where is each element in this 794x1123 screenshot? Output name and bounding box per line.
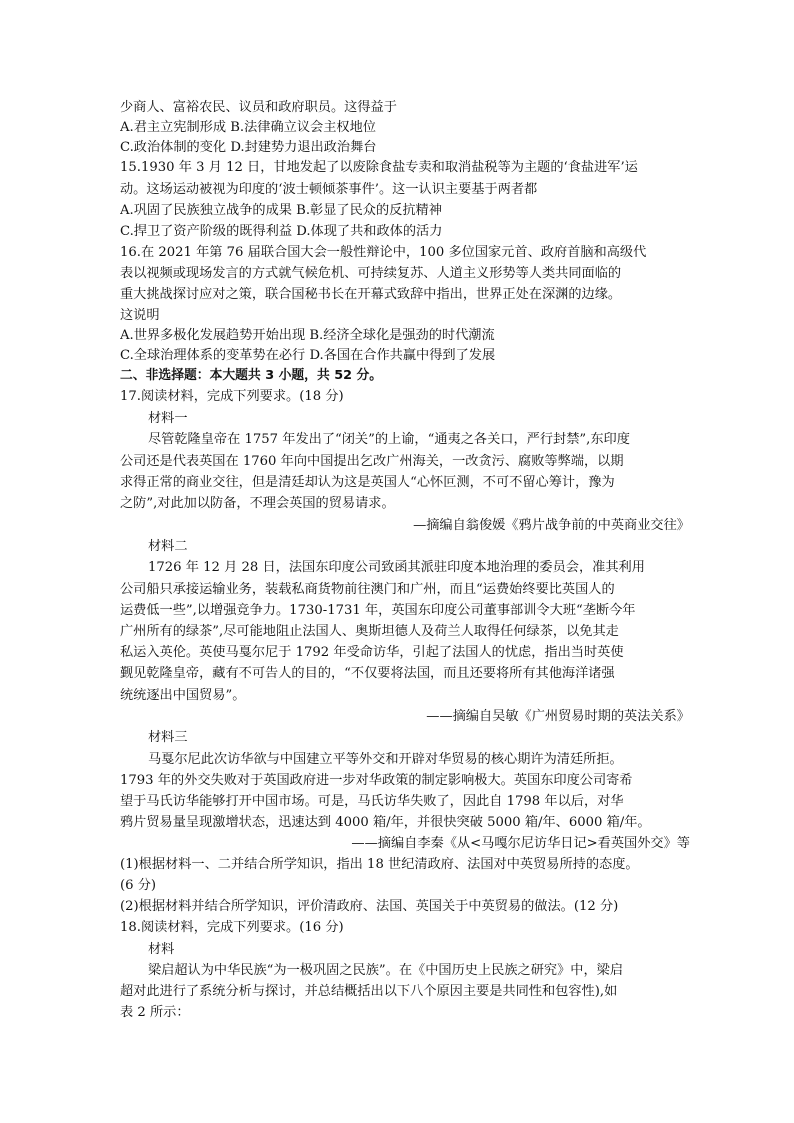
text-line: 公司还是代表英国在 1760 年向中国提出乞改广州海关，一改贪污、腐败等弊端，以期 <box>120 454 624 469</box>
material-label: 材料一 <box>148 411 188 426</box>
source-citation: —摘编自翁俊媛《鸦片战争前的中英商业交往》 <box>413 518 690 533</box>
text-line: 求得正常的商业交往，但是清廷却认为这是英国人“心怀叵测，不可不留心筹计，豫为 <box>120 475 615 490</box>
text-line: 觐见乾隆皇帝，藏有不可告人的目的，“不仅要将法国，而且还要将所有其他海洋诸强 <box>120 666 615 681</box>
text-line: 1793 年的外交失败对于英国政府进一步对华政策的制定影响极大。英国东印度公司寄希 <box>120 773 633 788</box>
text-line: 运费低一些”,以增强竞争力。1730-1731 年，英国东印度公司董事部训令大班“垄断今年 <box>120 603 636 618</box>
source-citation: ——摘编自吴敏《广州贸易时期的英法关系》 <box>426 709 690 724</box>
option-line: A.君主立宪制形成 B.法律确立议会主权地位 <box>120 120 376 135</box>
option-line: A.世界多极化发展趋势开始出现 B.经济全球化是强劲的时代潮流 <box>120 328 495 343</box>
text-line: 统统逐出中国贸易”。 <box>120 688 246 703</box>
question-15: 15.1930 年 3 月 12 日，甘地发起了以废除食盐专卖和取消盐税等为主题的‘食盐进军’运 <box>120 160 638 175</box>
text-line: 望于马氏访华能够打开中国市场。可是，马氏访华失败了，因此自 1798 年以后，对华 <box>120 794 624 809</box>
text-line: 之防”,对此加以防备，不理会英国的贸易请求。 <box>120 496 395 511</box>
question-17: 17.阅读材料，完成下列要求。(18 分) <box>120 389 344 404</box>
text-line: 广州所有的绿茶”,尽可能地阻止法国人、奥斯坦德人及荷兰人取得任何绿茶，以免其走 <box>120 624 619 639</box>
text-line: 公司船只承接运输业务，装载私商货物前往澳门和广州，而且“运费始终要比英国人的 <box>120 582 615 597</box>
text-line: (6 分) <box>120 878 157 893</box>
question-16: 16.在 2021 年第 76 届联合国大会一般性辩论中，100 多位国家元首、政府首脑和高级代 <box>120 245 647 260</box>
material-label: 材料二 <box>148 539 188 554</box>
section-heading: 二、非选择题：本大题共 3 小题，共 52 分。 <box>120 368 383 383</box>
text-line: 这说明 <box>120 308 160 323</box>
text-line: 表以视频或现场发言的方式就气候危机、可持续复苏、人道主义形势等人类共同面临的 <box>120 266 622 281</box>
sub-question-1: (1)根据材料一、二并结合所学知识，指出 18 世纪清政府、法国对中英贸易所持的态度。 <box>120 857 639 872</box>
text-line: 私运入英伦。英使马戛尔尼于 1792 年受命访华，引起了法国人的忧虑，指出当时英使 <box>120 645 624 660</box>
text-line: 动。这场运动被视为印度的‘波士顿倾茶事件’。这一认识主要基于两者都 <box>120 182 538 197</box>
source-citation: ——摘编自李秦《从<马嘎尔尼访华日记>看英国外交》等 <box>351 836 690 851</box>
material-label: 材料三 <box>148 730 188 745</box>
text-line: 超对此进行了系统分析与探讨，并总结概括出以下八个原因主要是共同性和包容性),如 <box>120 984 618 999</box>
text-line: 少商人、富裕农民、议员和政府职员。这得益于 <box>120 100 397 115</box>
text-line: 鸦片贸易量呈现激增状态，迅速达到 4000 箱/年，并很快突破 5000 箱/年、6000 箱/年。 <box>120 815 651 830</box>
material-label: 材料 <box>148 942 175 957</box>
text-line: 马戛尔尼此次访华欲与中国建立平等外交和开辟对华贸易的核心期许为清廷所拒。 <box>148 752 623 767</box>
option-line: C.全球治理体系的变革势在必行 D.各国在合作共赢中得到了发展 <box>120 348 496 363</box>
option-line: A.巩固了民族独立战争的成果 B.彰显了民众的反抗精神 <box>120 203 442 218</box>
question-18: 18.阅读材料，完成下列要求。(16 分) <box>120 920 344 935</box>
sub-question-2: (2)根据材料并结合所学知识，评价清政府、法国、英国关于中英贸易的做法。(12 分) <box>120 899 619 914</box>
text-line: 1726 年 12 月 28 日，法国东印度公司致函其派驻印度本地治理的委员会，准其利用 <box>148 560 645 575</box>
text-line: 梁启超认为中华民族“为一极巩固之民族”。在《中国历史上民族之研究》中，梁启 <box>148 963 624 978</box>
text-line: 表 2 所示： <box>120 1005 190 1020</box>
text-line: 重大挑战探讨应对之策，联合国秘书长在开幕式致辞中指出，世界正处在深渊的边缘。 <box>120 287 622 302</box>
option-line: C.捍卫了资产阶级的既得利益 D.体现了共和政体的活力 <box>120 224 443 239</box>
text-line: 尽管乾隆皇帝在 1757 年发出了“闭关”的上谕，“通夷之各关口，严行封禁”,东印度 <box>148 432 630 447</box>
option-line: C.政治体制的变化 D.封建势力退出政治舞台 <box>120 140 377 155</box>
